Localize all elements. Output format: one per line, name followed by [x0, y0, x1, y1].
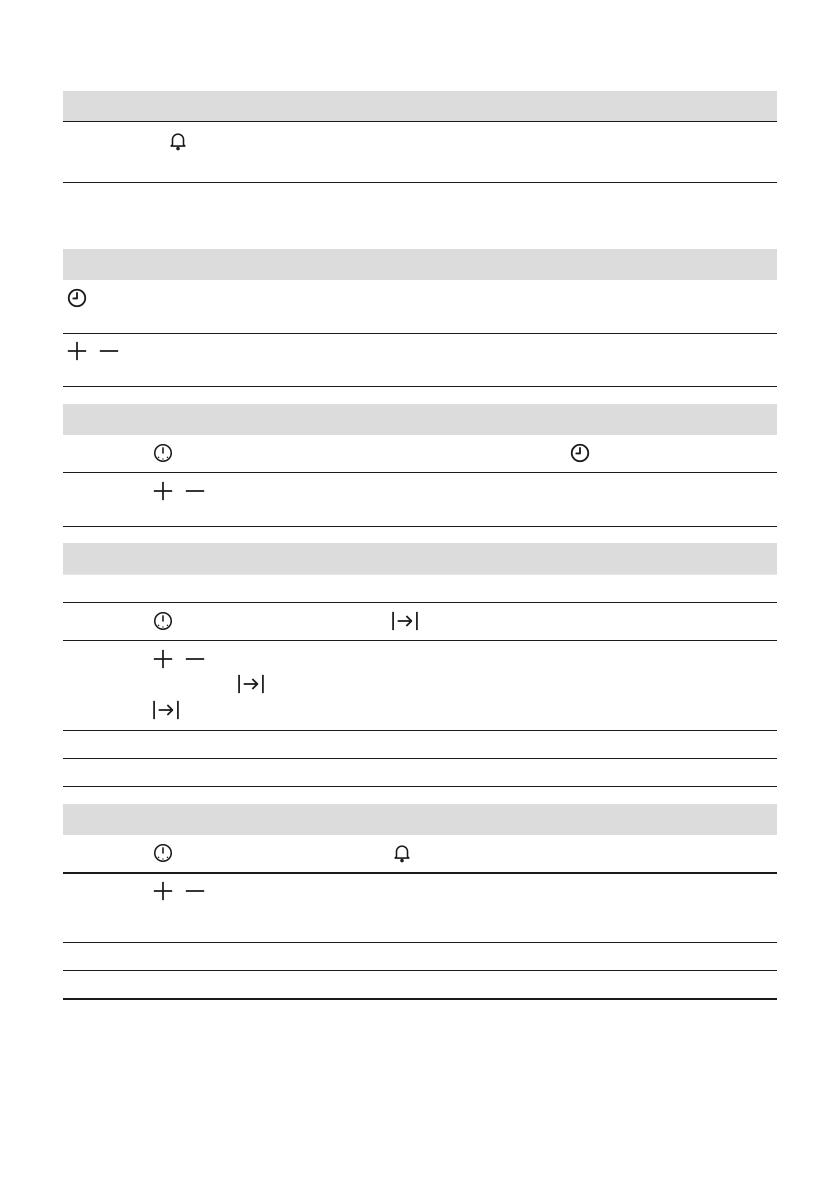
minus-icon — [98, 340, 120, 362]
divider — [63, 602, 777, 603]
section-3-header — [63, 404, 777, 435]
bell-icon — [391, 842, 413, 864]
timer-icon — [152, 610, 174, 632]
divider — [63, 472, 777, 473]
end-time-icon — [237, 673, 265, 695]
end-time-icon — [391, 610, 419, 632]
plus-icon — [152, 480, 174, 502]
divider — [63, 758, 777, 759]
divider — [63, 526, 777, 527]
divider — [63, 998, 777, 1000]
section-4-subheader — [63, 574, 777, 575]
bell-icon — [167, 130, 189, 152]
plus-icon — [66, 340, 88, 362]
divider — [63, 730, 777, 731]
minus-icon — [184, 880, 206, 902]
divider — [63, 970, 777, 971]
section-5-header — [63, 804, 777, 835]
divider — [63, 121, 777, 122]
section-1-header — [63, 91, 777, 121]
divider — [63, 872, 777, 874]
minus-icon — [184, 480, 206, 502]
divider — [63, 333, 777, 334]
divider — [63, 182, 777, 183]
section-4-header — [63, 543, 777, 574]
minus-icon — [184, 648, 206, 670]
plus-icon — [152, 648, 174, 670]
divider — [63, 386, 777, 387]
timer-icon — [152, 442, 174, 464]
section-2-header — [63, 249, 777, 280]
divider — [63, 942, 777, 943]
divider — [63, 640, 777, 641]
clock-icon — [66, 287, 88, 309]
divider — [63, 786, 777, 787]
plus-icon — [152, 880, 174, 902]
end-time-icon — [152, 699, 180, 721]
timer-icon — [152, 842, 174, 864]
clock-icon — [569, 442, 591, 464]
